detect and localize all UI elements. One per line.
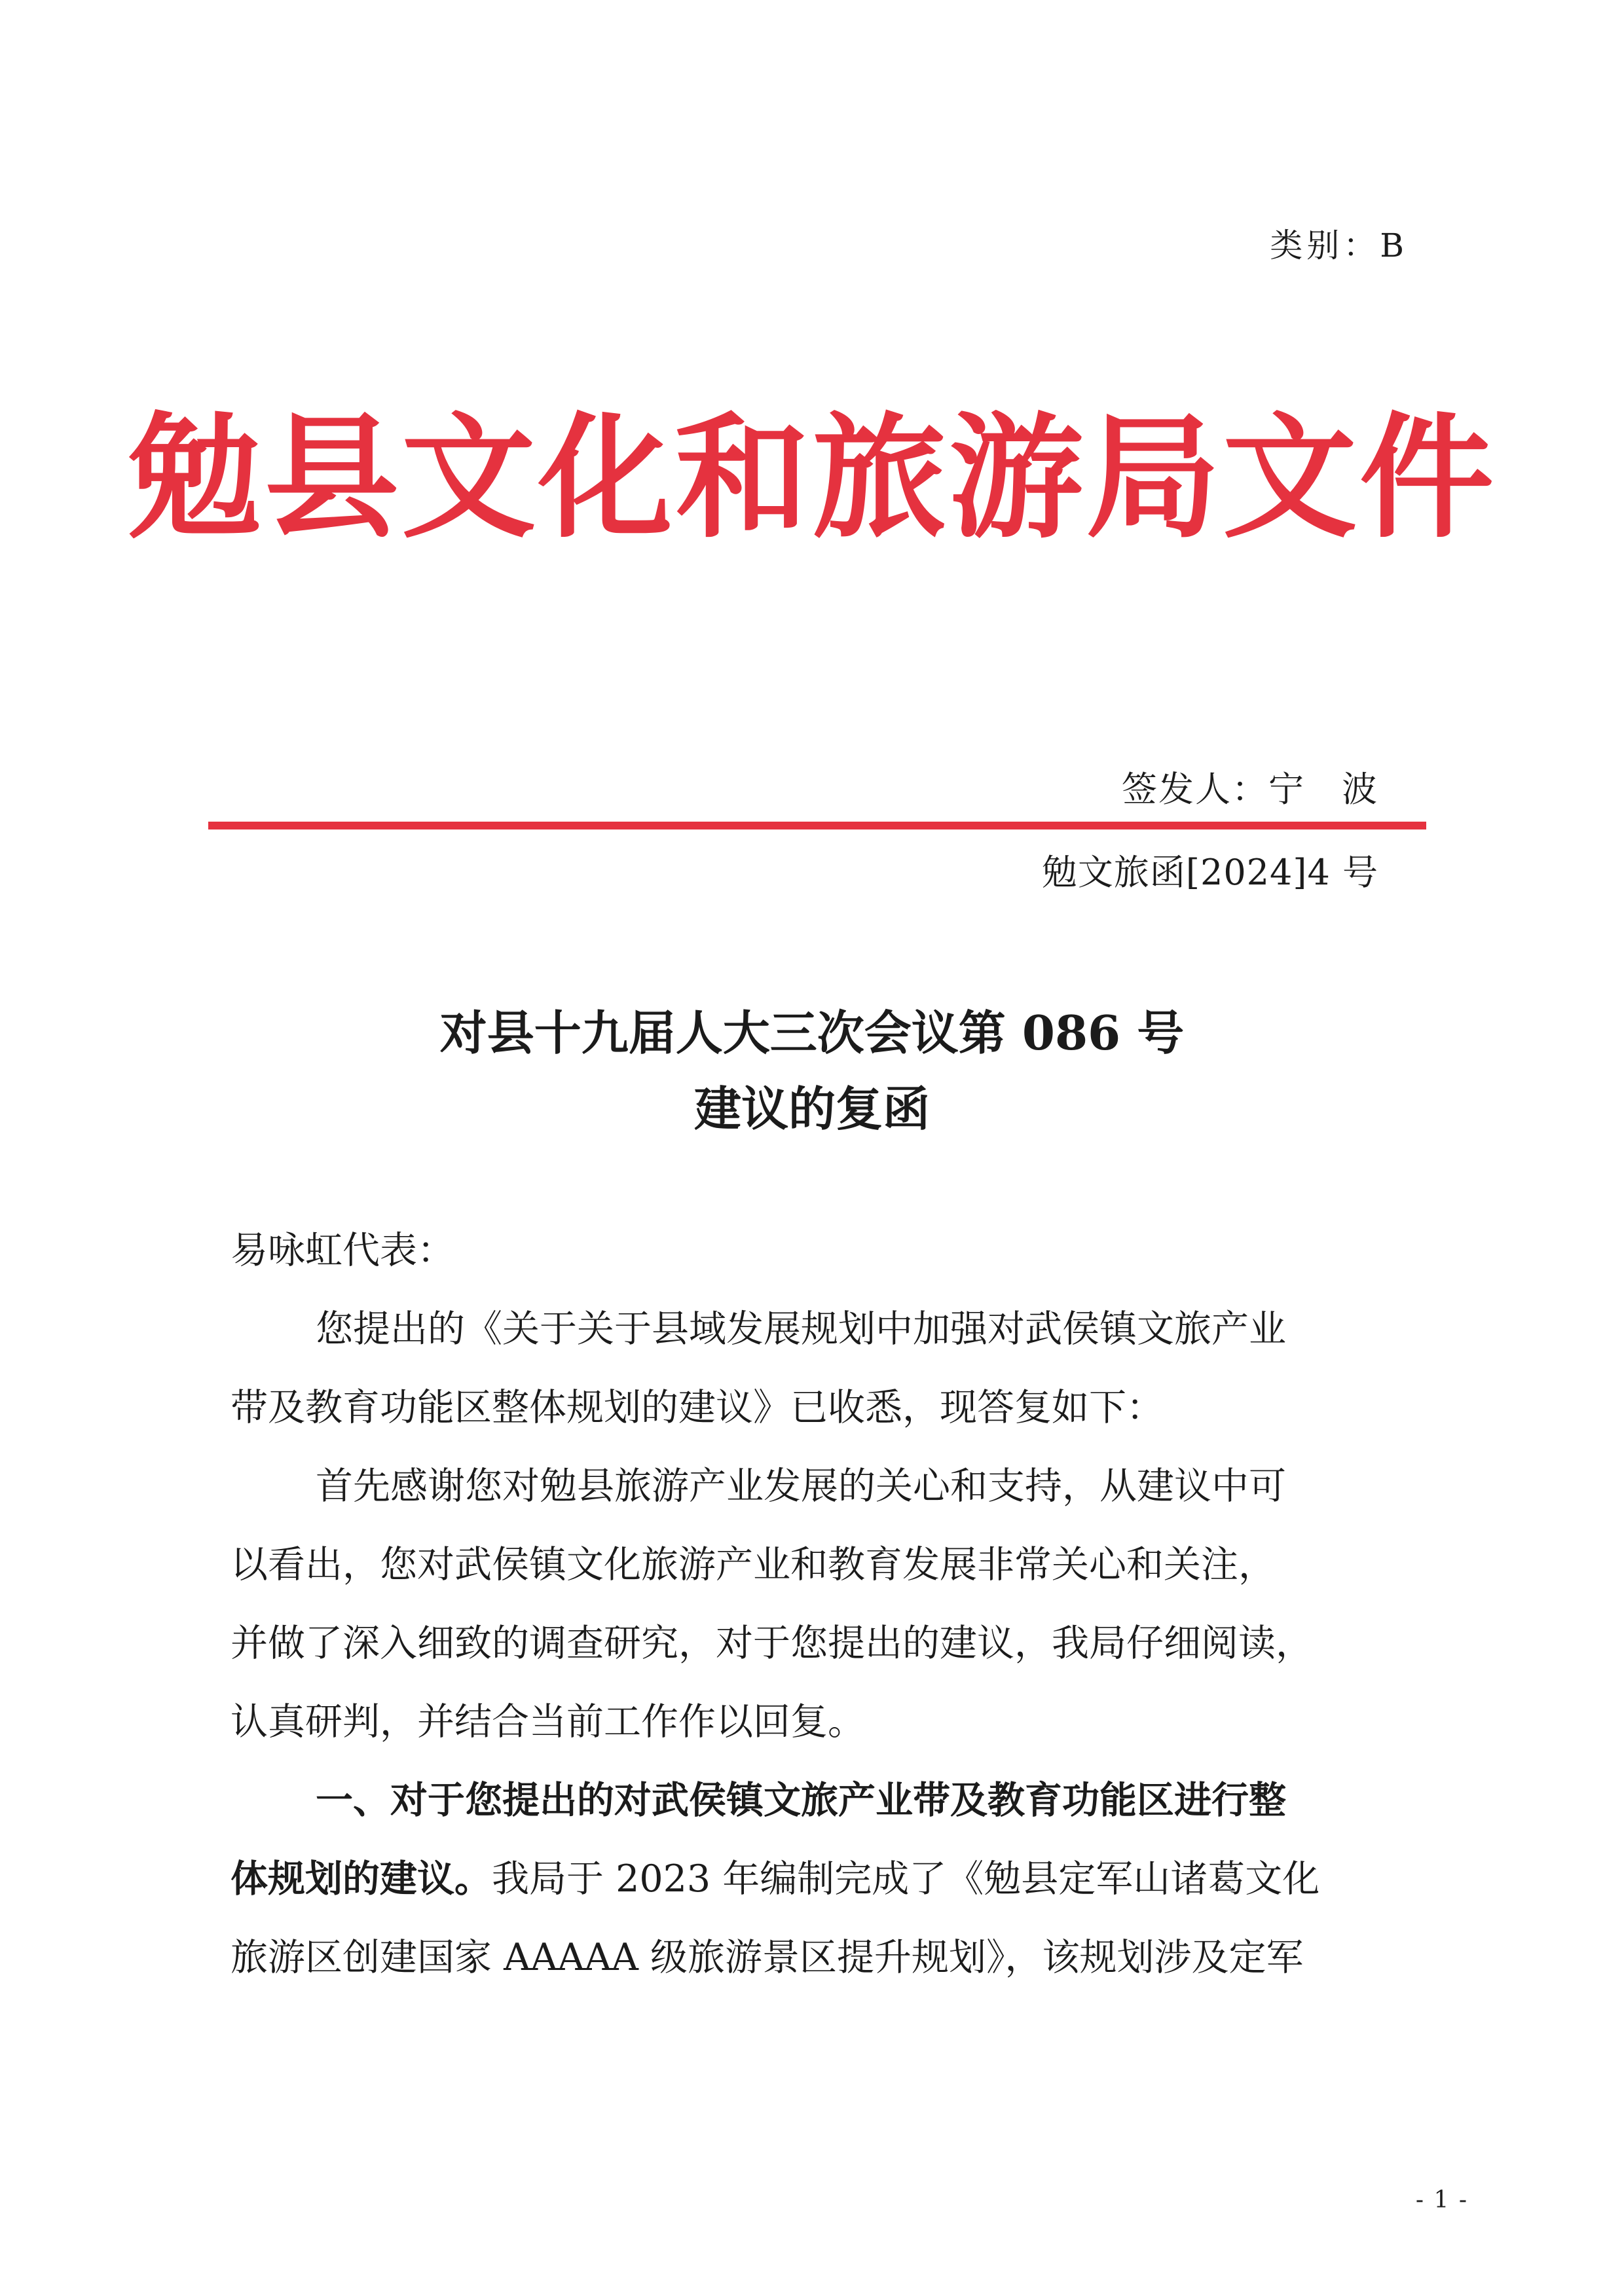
paragraph-2-line-1: 首先感谢您对勉县旅游产业发展的关心和支持，从建议中可 — [316, 1465, 1286, 1508]
paragraph-2-line-4: 认真研判，并结合当前工作作以回复。 — [231, 1700, 865, 1743]
salutation: 易咏虹代表： — [231, 1229, 454, 1272]
signer-line: 签发人：宁 波 — [1122, 769, 1378, 810]
document-category: 类别：B — [1270, 227, 1408, 264]
document-number: 勉文旅函[2024]4 号 — [1041, 852, 1378, 893]
paragraph-2-line-2: 以看出，您对武侯镇文化旅游产业和教育发展非常关心和关注， — [231, 1543, 1276, 1586]
page-number: - 1 - — [1415, 2187, 1468, 2214]
title-line-2: 建议的复函 — [693, 1081, 930, 1137]
title-line-1: 对县十九届人大三次会议第 086 号 — [439, 1005, 1185, 1061]
paragraph-3-heading-line-1: 一、对于您提出的对武侯镇文旅产业带及教育功能区进行整 — [316, 1778, 1286, 1822]
paragraph-3-heading-end: 体规划的建议。 — [231, 1857, 492, 1901]
document-title — [0, 995, 1624, 1147]
red-separator-rule — [208, 822, 1426, 829]
paragraph-3-line-3: 旅游区创建国家 AAAAA 级旅游景区提升规划》，该规划涉及定军 — [231, 1936, 1304, 1979]
document-body — [231, 1211, 1468, 1997]
paragraph-3-line-2-text: 我局于 2023 年编制完成了《勉县定军山诸葛文化 — [492, 1857, 1320, 1901]
paragraph-3-line-2 — [231, 1840, 1468, 1918]
paragraph-1-line-1: 您提出的《关于关于县域发展规划中加强对武侯镇文旅产业 — [316, 1307, 1286, 1351]
document-masthead: 勉县文化和旅游局文件 — [128, 399, 1496, 556]
paragraph-1-line-2: 带及教育功能区整体规划的建议》已收悉，现答复如下： — [231, 1386, 1164, 1429]
paragraph-2-line-3: 并做了深入细致的调查研究，对于您提出的建议，我局仔细阅读， — [231, 1622, 1313, 1665]
